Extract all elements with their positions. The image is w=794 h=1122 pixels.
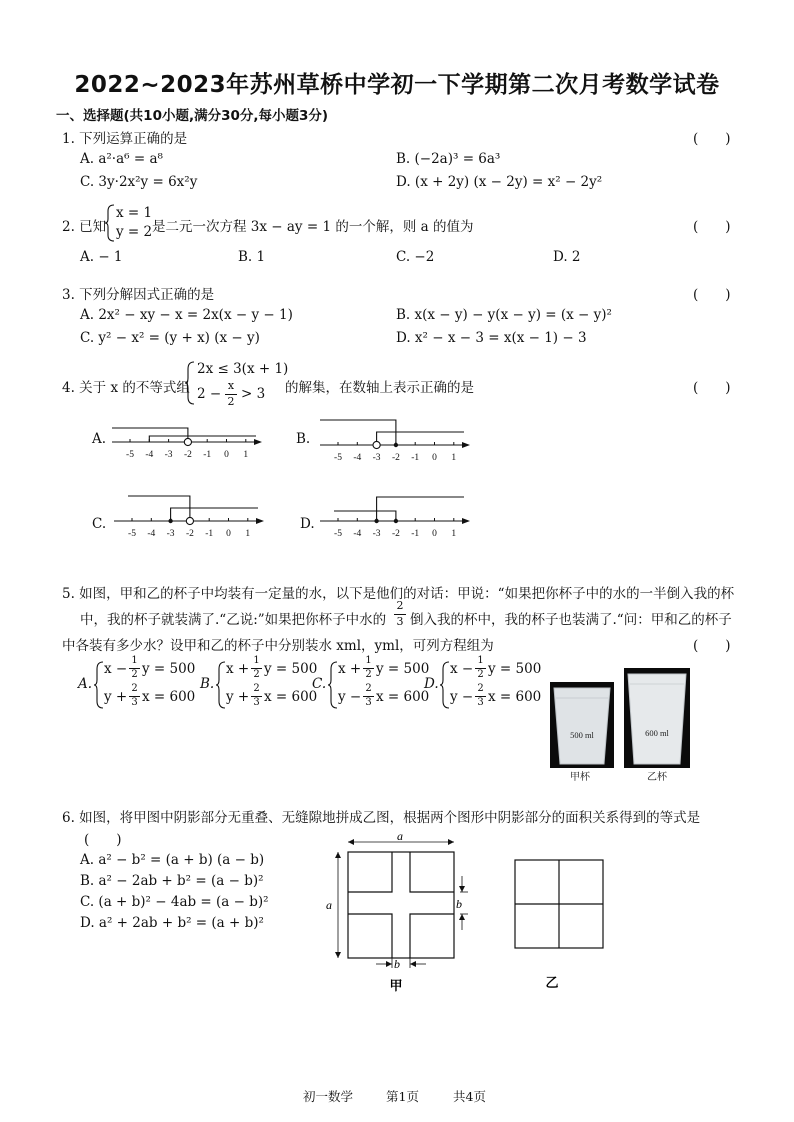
number-line-b-tick-label: -5: [334, 453, 342, 463]
q5-optB-eq1-a: x +: [226, 661, 250, 677]
q4-option-a-label: A.: [92, 431, 107, 447]
q5-optD-eq2-num: 2: [477, 683, 484, 694]
q5-optD-label: D.: [424, 676, 439, 692]
number-line-d-tick-label: -1: [411, 529, 420, 539]
number-line-d-tick-label: 0: [432, 529, 437, 539]
q5-optC-eq2-den: 3: [365, 697, 372, 708]
q5-cups-photo: [550, 668, 700, 768]
number-line-b-arrow: [462, 442, 470, 448]
cup1-label: 500 ml: [570, 730, 594, 740]
number-line-b-tick-label: -2: [391, 453, 400, 463]
q5-optD-eq2-a: y −: [450, 689, 474, 705]
q6-option-a: A. a² − b² = (a + b) (a − b): [80, 852, 265, 868]
number-line-c-tick-label: 0: [226, 529, 231, 539]
number-line-a-open-point: [184, 438, 191, 445]
footer-page: 第1页: [386, 1089, 419, 1104]
q4-option-d-label: D.: [300, 516, 315, 532]
q5-optB-label: B.: [200, 676, 215, 692]
number-line-a-arrow: [254, 439, 262, 445]
number-line-b-tick-label: 1: [451, 453, 457, 463]
number-line-d-tick-label: -5: [334, 529, 342, 539]
number-line-c-tick-label: -1: [205, 529, 214, 539]
q5-optA-eq2-num: 2: [131, 683, 138, 694]
number-line-b-tick-label: -1: [411, 453, 420, 463]
q5-optA-eq2-den: 3: [131, 697, 138, 708]
q5-optD-eq1-den: 2: [477, 669, 484, 680]
cup2-label: 600 ml: [645, 728, 669, 738]
q5-answer-blank: ( ): [693, 638, 731, 654]
q5-optA-brace: [94, 660, 104, 710]
q5-line3: 中各装有多少水？设甲和乙的杯子中分别装水 xml，yml，可列方程组为: [62, 638, 494, 654]
q1-option-b: B. (−2a)³ = 6a³: [396, 151, 501, 167]
number-line-d-ray-2: [334, 511, 396, 521]
q5-optC-label: C.: [312, 676, 327, 692]
q5-optD-eq1-num: 1: [477, 655, 484, 666]
number-line-c-tick-label: -3: [166, 529, 175, 539]
q6-option-c: C. (a + b)² − 4ab = (a − b)²: [80, 894, 269, 910]
number-line-b-tick-label: -4: [353, 453, 362, 463]
q1-answer-blank: ( ): [693, 131, 731, 147]
number-line-d-tick-label: -4: [353, 529, 362, 539]
q5-optB-eq2-b: x = 600: [264, 689, 318, 705]
q5-line1: 5. 如图，甲和乙的杯子中均装有一定量的水，以下是他们的对话：甲说：“如果把你杯子中的水的一半倒入我的杯: [62, 586, 735, 602]
q1-option-c: C. 3y·2x²y = 6x²y: [80, 174, 198, 190]
q5-optB-eq1-den: 2: [253, 669, 260, 680]
q2-stem-pre: 2. 已知: [62, 219, 107, 235]
number-line-b-ray-2: [377, 432, 464, 445]
q4-answer-blank: ( ): [693, 380, 731, 396]
number-line-c-arrow: [256, 518, 264, 524]
q2-answer-blank: ( ): [693, 219, 731, 235]
number-line-c-ray-2: [171, 508, 258, 521]
q5-optC-eq1-a: x +: [338, 661, 362, 677]
number-line-d-solid-point: [374, 519, 378, 523]
q4-inequality-1: 2x ≤ 3(x + 1): [197, 361, 289, 377]
footer-subject: 初一数学: [303, 1089, 354, 1104]
q5-optD-eq2-den: 3: [477, 697, 484, 708]
q3-option-c: C. y² − x² = (y + x) (x − y): [80, 330, 260, 346]
q3-option-a: A. 2x² − xy − x = 2x(x − y − 1): [80, 307, 293, 323]
number-line-c-tick-label: -2: [185, 529, 194, 539]
q2-system-line2: y = 2: [116, 224, 153, 240]
q5-optA-eq1-a: x −: [104, 661, 128, 677]
number-line-c-tick-label: 1: [245, 529, 251, 539]
q5-frac-num: 2: [396, 599, 404, 612]
q3-answer-blank: ( ): [693, 287, 731, 303]
q5-optD-eq1-b: y = 500: [488, 661, 542, 677]
q5-frac-den: 3: [396, 615, 404, 628]
number-line-c-open-point: [186, 517, 193, 524]
number-line-b-tick-label: 0: [432, 453, 437, 463]
q5-optC-brace: [328, 660, 338, 710]
figure-yi: [515, 860, 603, 948]
q4-option-b-label: B.: [296, 431, 311, 447]
q6-answer-blank: ( ): [84, 832, 122, 848]
q4-inequality-2-pre: 2 −: [197, 386, 222, 402]
q5-optA-eq2-a: y +: [104, 689, 128, 705]
q3-option-d: D. x² − x − 3 = x(x − 1) − 3: [396, 330, 587, 346]
number-line-a-tick-label: -2: [183, 450, 192, 460]
q5-optD-eq2-b: x = 600: [488, 689, 542, 705]
q2-option-c: C. −2: [396, 249, 435, 265]
q4-number-lines: [0, 0, 794, 560]
q5-optC-eq1-den: 2: [365, 669, 372, 680]
number-line-d-solid-point-2: [394, 519, 398, 523]
number-line-c-tick-label: -4: [147, 529, 156, 539]
number-line-a-tick-label: 0: [224, 450, 229, 460]
q6-option-b: B. a² − 2ab + b² = (a − b)²: [80, 873, 264, 889]
q5-optA-eq2-b: x = 600: [142, 689, 196, 705]
number-line-d-ray-1: [377, 497, 464, 521]
number-line-a-tick-label: -1: [203, 450, 212, 460]
q5-optA-label: A.: [78, 676, 93, 692]
q6-stem: 6. 如图，将甲图中阴影部分无重叠、无缝隙地拼成乙图，根据两个图形中阴影部分的面积关系得到的等式是: [62, 810, 701, 826]
q5-optC-eq1-num: 1: [365, 655, 372, 666]
dim-b-right-label: b: [456, 897, 462, 911]
dim-b-bottom-label: b: [394, 957, 400, 971]
number-line-a-ray-2: [112, 428, 188, 442]
q4-inequality-2-post: > 3: [241, 386, 266, 402]
q5-optA-eq1-b: y = 500: [142, 661, 196, 677]
cup2-caption: 乙杯: [647, 772, 667, 783]
q4-stem-post: 的解集，在数轴上表示正确的是: [285, 380, 474, 396]
number-line-a-tick-label: -3: [164, 450, 173, 460]
q2-option-a: A. − 1: [80, 249, 123, 265]
number-line-b-open-point: [373, 441, 380, 448]
q5-optA-eq1-num: 1: [131, 655, 138, 666]
number-line-a-tick-label: -5: [126, 450, 134, 460]
dim-a-left-label: a: [326, 898, 332, 912]
number-line-c-solid-point: [168, 519, 172, 523]
q4-frac-num: x: [227, 379, 235, 392]
page-title: 2022~2023年苏州草桥中学初一下学期第二次月考数学试卷: [74, 72, 720, 98]
number-line-d-tick-label: -3: [372, 529, 381, 539]
cup2-icon: [628, 674, 686, 764]
number-line-c-tick-label: -5: [128, 529, 136, 539]
number-line-b-solid-point: [394, 443, 398, 447]
q5-line2-post: 倒入我的杯中，我的杯子也装满了.“问：甲和乙的杯子: [410, 612, 732, 628]
figure-jia-caption: 甲: [389, 978, 403, 993]
dim-a-top-label: a: [397, 830, 403, 843]
cup1-caption: 甲杯: [570, 772, 590, 783]
q4-stem-pre: 4. 关于 x 的不等式组: [62, 380, 190, 396]
q5-optC-eq2-b: x = 600: [376, 689, 430, 705]
q2-stem-post: 是二元一次方程 3x − ay = 1 的一个解，则 a 的值为: [152, 219, 474, 235]
q5-optC-eq2-a: y −: [338, 689, 362, 705]
number-line-d-tick-label: 1: [451, 529, 457, 539]
q2-option-d: D. 2: [553, 249, 581, 265]
q5-optC-eq2-num: 2: [365, 683, 372, 694]
q5-optB-eq2-den: 3: [253, 697, 260, 708]
number-line-a-tick-label: -4: [145, 450, 154, 460]
number-line-a-tick-label: 1: [243, 450, 249, 460]
q5-optD-eq1-a: x −: [450, 661, 474, 677]
number-line-a-ray-1: [149, 436, 256, 442]
q4-frac-den: 2: [227, 395, 235, 408]
number-line-b-tick-label: -3: [372, 453, 381, 463]
number-line-d-tick-label: -2: [391, 529, 400, 539]
q1-option-d: D. (x + 2y) (x − 2y) = x² − 2y²: [396, 174, 603, 190]
q5-optB-eq2-num: 2: [253, 683, 260, 694]
number-line-d-arrow: [462, 518, 470, 524]
q2-option-b: B. 1: [238, 249, 266, 265]
q5-optB-eq1-b: y = 500: [264, 661, 318, 677]
q6-option-d: D. a² + 2ab + b² = (a + b)²: [80, 915, 264, 931]
q3-option-b: B. x(x − y) − y(x − y) = (x − y)²: [396, 307, 612, 323]
q5-optB-brace: [216, 660, 226, 710]
section-heading: 一、选择题(共10小题,满分30分,每小题3分): [56, 108, 329, 124]
q5-optA-eq1-den: 2: [131, 669, 138, 680]
q6-figures: [320, 830, 620, 1000]
footer-total: 共4页: [453, 1089, 486, 1104]
cup1-icon: [554, 688, 610, 764]
q3-stem: 3. 下列分解因式正确的是: [62, 287, 215, 303]
q1-stem: 1. 下列运算正确的是: [62, 131, 188, 147]
q1-option-a: A. a²·a⁶ = a⁸: [80, 151, 163, 167]
q5-optD-brace: [440, 660, 450, 710]
figure-yi-caption: 乙: [545, 975, 559, 990]
q2-system-line1: x = 1: [116, 205, 153, 221]
q5-optB-eq2-a: y +: [226, 689, 250, 705]
q5-line2-pre: 中，我的杯子就装满了.“乙说:”如果把你杯子中水的: [80, 612, 387, 628]
figure-jia: [348, 852, 454, 958]
q4-option-c-label: C.: [92, 516, 107, 532]
q5-optB-eq1-num: 1: [253, 655, 260, 666]
q5-optC-eq1-b: y = 500: [376, 661, 430, 677]
